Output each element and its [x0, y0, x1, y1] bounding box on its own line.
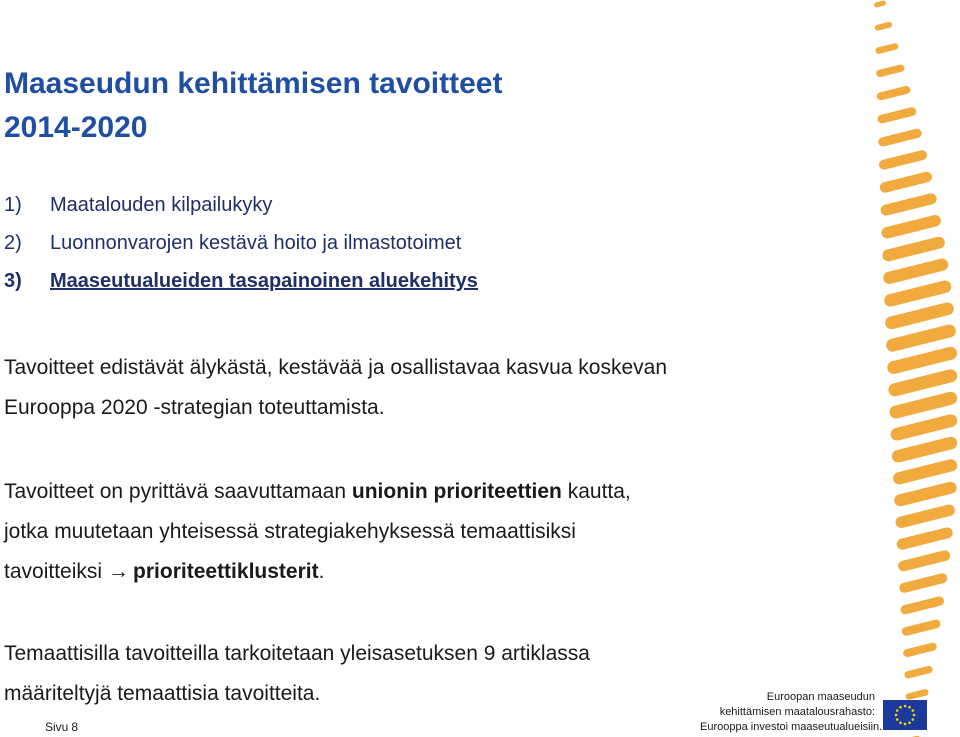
paragraph-line: jotka muutetaan yhteisessä strategiakehyksessä temaattisiksi [4, 520, 576, 543]
objective-label: Maatalouden kilpailukyky [50, 194, 273, 216]
objective-number: 3) [4, 270, 22, 292]
paragraph-text: . [318, 560, 325, 583]
ribbon-segment [878, 149, 928, 171]
objective-label: Luonnonvarojen kestävä hoito ja ilmastotoimet [50, 232, 462, 254]
objective-number: 2) [4, 232, 22, 254]
objective-item-1 [4, 190, 764, 228]
page-label: Sivu [45, 720, 69, 734]
ribbon-segment [881, 235, 946, 262]
objective-item-2 [4, 228, 764, 266]
eu-star [904, 705, 907, 708]
eu-flag-icon [883, 700, 927, 730]
ribbon-segment [893, 480, 958, 507]
eu-star [913, 714, 916, 717]
emphasis-union-priorities: unionin prioriteettien [351, 480, 562, 503]
ribbon-segment [877, 106, 917, 124]
paragraph-text: kautta, [561, 480, 631, 503]
eu-star [908, 706, 911, 709]
eu-star [899, 706, 902, 709]
ribbon-segment [901, 619, 941, 637]
objective-list [4, 190, 764, 304]
ribbon-segment [875, 43, 899, 55]
ribbon-segment [896, 526, 954, 551]
eu-star [911, 709, 914, 712]
objective-number: 1) [4, 194, 22, 216]
ribbon-segment [898, 572, 948, 594]
ribbon-segment [892, 458, 959, 486]
ribbon-segment [877, 128, 922, 148]
ribbon-segment [875, 64, 905, 78]
ribbon-segment [882, 257, 950, 285]
eu-star [899, 721, 902, 724]
ribbon-segment [905, 688, 929, 700]
emphasis-priority-clusters: prioriteettiklusterit [133, 560, 319, 583]
ribbon-segment [894, 503, 956, 529]
ribbon-segment [879, 171, 933, 194]
fund-line-1: Euroopan maaseudun [766, 691, 875, 703]
page-title [4, 62, 764, 150]
ribbon-segment [879, 192, 937, 217]
eu-star [895, 714, 898, 717]
arrow-right-icon: → [108, 560, 130, 583]
ribbon-segment [902, 642, 937, 658]
eu-star [908, 721, 911, 724]
eu-flag-background [883, 700, 927, 730]
fund-line-2: kehittämisen maatalousrahasto: [719, 706, 875, 718]
eu-star [904, 723, 907, 726]
objective-item-3 [4, 266, 764, 304]
paragraph-priorities [4, 472, 824, 592]
fund-caption [700, 690, 883, 735]
paragraph-line: määriteltyjä temaattisia tavoitteita. [4, 682, 321, 705]
paragraph-text: tavoitteiksi [4, 560, 103, 583]
title-line-2: 2014-2020 [4, 111, 148, 144]
ribbon-segment [874, 0, 887, 8]
ribbon-segment [880, 214, 942, 240]
eu-star [911, 718, 914, 721]
eu-star [896, 709, 899, 712]
paragraph-line: Temaattisilla tavoitteilla tarkoitetaan yleisasetuksen 9 artiklassa [4, 642, 590, 665]
page-value: 8 [71, 720, 79, 734]
title-line-1: Maaseudun kehittämisen tavoitteet [4, 67, 503, 100]
ribbon-segment [874, 21, 893, 31]
ribbon-segment [900, 595, 945, 615]
ribbon-segment [876, 85, 911, 101]
paragraph-line: Tavoitteet edistävät älykästä, kestävää ja osallistavaa kasvua koskevan [4, 356, 668, 379]
page-number [42, 720, 78, 734]
paragraph-europe-2020 [4, 348, 824, 428]
ribbon-segment [897, 549, 951, 572]
eu-star [896, 718, 899, 721]
ribbon-segment [904, 665, 934, 679]
fund-line-3: Eurooppa investoi maaseutualueisiin. [700, 721, 883, 733]
paragraph-line: Eurooppa 2020 -strategian toteuttamista. [4, 396, 385, 419]
objective-label-highlighted: Maaseutualueiden tasapainoinen aluekehitys [50, 270, 478, 292]
paragraph-text: Tavoitteet on pyrittävä saavuttamaan [4, 480, 352, 503]
